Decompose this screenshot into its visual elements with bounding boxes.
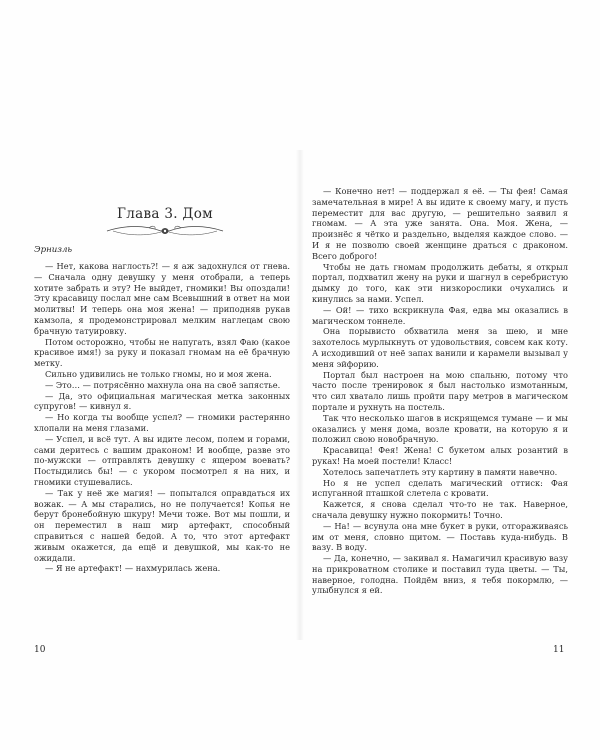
paragraph: Кажется, я снова сделал что-то не так. Наверное, сначала девушку нужно покормить! Точно. [312, 499, 568, 520]
paragraph: — На! — всунула она мне букет в руки, отгораживаясь им от меня, словно щитом. — Поставь куда-нибудь. В вазу. В воду. [312, 520, 568, 553]
paragraph: Чтобы не дать гномам продолжить дебаты, я открыл портал, подхватил жену на руки и шагнул в серебристую дымку до того, как эти низкорослики очухались и кинулись за нами. Успел. [312, 261, 568, 304]
paragraph: — Нет, какова наглость?! — я аж задохнулся от гнева. — Сначала одну девушку у меня отобрали, а теперь хотите забрать и эту? Не выйдет, гномики! Вы опоздали! Эту красавицу послал мне сам Всевышний в ответ на мои молитвы! И теперь она моя жена! — приподняв рукав камзола, я продемонстрировал мелким наглецам свою брачную татуировку. [34, 261, 290, 336]
page-number-right: 11 [553, 645, 565, 655]
pov-character-name: Эрнизль [34, 245, 73, 255]
paragraph: Она порывисто обхватила меня за шею, и мне захотелось мурлыкнуть от удовольствия, совсем как коту. А исходивший от неё запах ванили и карамели вызывал у меня эйфорию. [312, 326, 568, 369]
paragraph: Хотелось запечатлеть эту картину в памяти навечно. [323, 466, 558, 477]
paragraph: — Я не артефакт! — нахмурилась жена. [45, 563, 221, 574]
paragraph: Красавица! Фея! Жена! С букетом алых розантий в руках! На моей постели! Класс! [312, 445, 568, 466]
paragraph: Но я не успел сделать магический оттиск: Фая испуганной пташкой слетела с кровати. [312, 477, 568, 499]
page-number-left: 10 [34, 645, 46, 655]
paragraph: Потом осторожно, чтобы не напугать, взял Фаю (какое красивое имя!) за руку и показал гномам на её брачную метку. [34, 336, 290, 369]
paragraph: Портал был настроен на мою спальню, потому что часто после тренировок я был настолько измотанным, что сил хватало лишь пройти пару метров в магическом портале и рухнуть на постель. [312, 369, 568, 412]
paragraph: — Да, конечно, — закивал я. Намагичил красивую вазу на прикроватном столике и поставил туда цветы. — Ты, наверное, голодна. Пойдём вниз, я тебя покормлю, — улыбнулся я ей. [312, 553, 568, 596]
paragraph: Так что несколько шагов в искрящемся тумане — и мы оказались у меня дома, возле кровати, на которую я и положил свою новобрачную. [312, 412, 568, 445]
chapter-title: Глава 3. Дом [117, 206, 213, 222]
paragraph: — Так у неё же магия! — попытался оправдаться их вожак. — А мы старались, но не получается! Копья не берут бронебойную шкуру! Мечи тоже. Вот мы пошли, и он переместил в наш мир артефакт, способный справиться с нашей бедой. А то, что этот артефакт живым окажется, да ещё и девушкой, мы как-то не ожидали. [34, 487, 290, 563]
paragraph: — Конечно нет! — поддержал я её. — Ты фея! Самая замечательная в мире! А вы идите к своему магу, и пусть переместит для вас другую, — решительно заявил я гномам. — А эта уже занята. Она. Моя. Жена, — произнёс я чётко и раздельно, выделяя каждое слово. — И я не позволю своей женщине драться с драконом. Всего доброго! [312, 186, 568, 261]
paragraph: Сильно удивились не только гномы, но и моя жена. [45, 368, 272, 379]
chapter-flourish-ornament [105, 223, 225, 239]
paragraph: — Но когда ты вообще успел? — гномики растерянно хлопали на меня глазами. [34, 412, 290, 433]
right-page [300, 0, 600, 750]
paragraph: — Это… — потрясённо махнула она на своё запястье. [45, 379, 281, 390]
paragraph: — Да, это официальная магическая метка законных супругов! — кивнул я. [34, 390, 290, 412]
left-body-text [34, 261, 290, 574]
paragraph: — Ой! — тихо вскрикнула Фая, едва мы оказались в магическом тоннеле. [312, 304, 568, 326]
right-body-text [312, 186, 568, 596]
paragraph: — Успел, и всё тут. А вы идите лесом, полем и горами, сами деритесь с вашим драконом! И вообще, разве это по-мужски — отправлять девушку с ящером воевать? Постыдились бы! — с укором посмотрел я на них, и гномики стушевались. [34, 433, 290, 487]
